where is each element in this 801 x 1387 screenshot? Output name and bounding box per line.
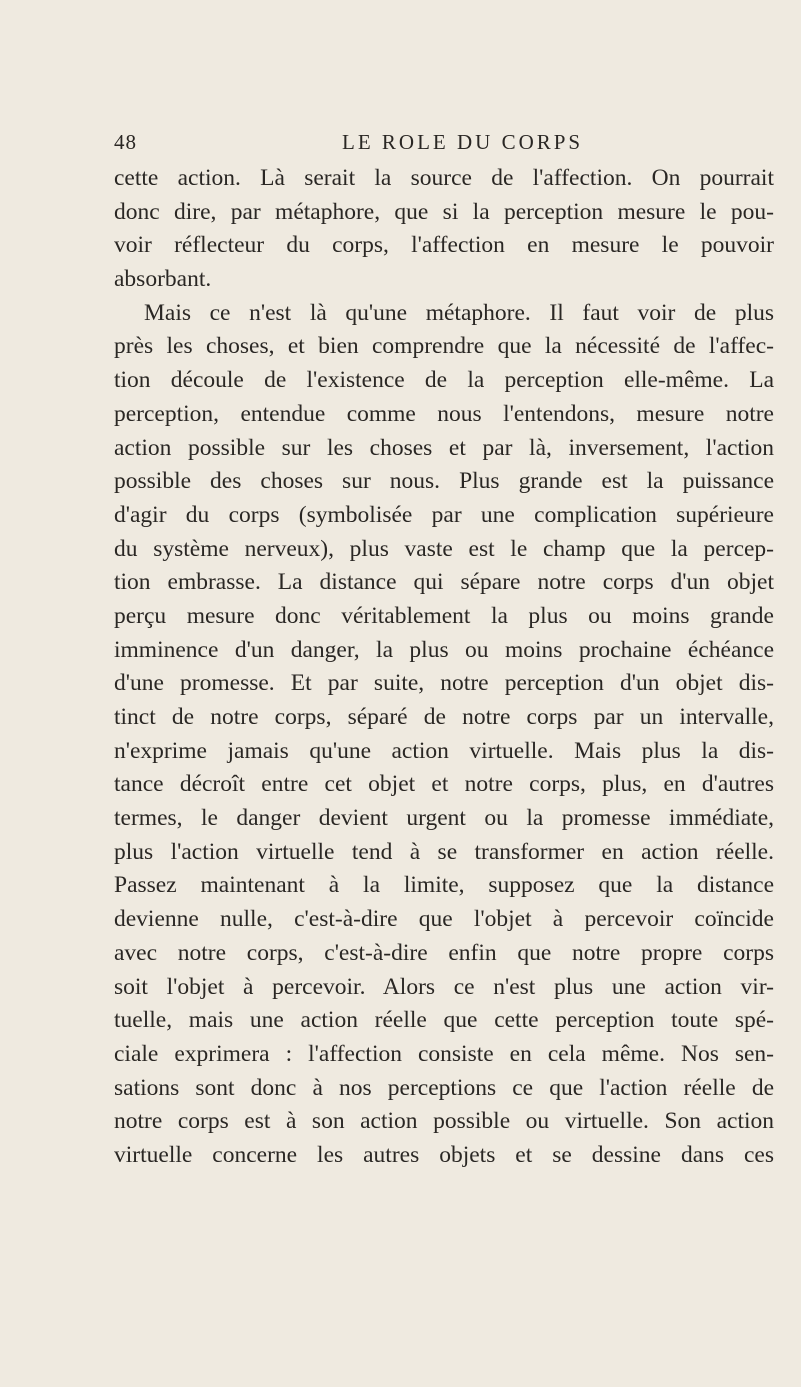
text-line: Mais ce n'est là qu'une métaphore. Il faut voir de plus [144, 299, 774, 326]
text-line: tinct de notre corps, séparé de notre corps par un intervalle, [114, 704, 774, 730]
text-line: d'agir du corps (symbolisée par une complication supérieure [114, 501, 774, 528]
text-line: donc dire, par métaphore, que si la perception mesure le pou- [114, 198, 774, 225]
running-title: LE ROLE DU CORPS [342, 130, 584, 154]
text-line: absorbant. [114, 266, 212, 293]
text-line: devienne nulle, c'est-à-dire que l'objet à percevoir coïncide [114, 906, 774, 933]
text-line: tion découle de l'existence de la perception elle-même. La [114, 367, 774, 394]
text-line: perception, entendue comme nous l'entendons, mesure notre [114, 400, 774, 427]
text-line: notre corps est à son action possible ou virtuelle. Son action [114, 1108, 774, 1135]
text-line: avec notre corps, c'est-à-dire enfin que notre propre corps [114, 939, 774, 966]
running-head [114, 130, 772, 160]
text-line: cette action. Là serait la source de l'affection. On pourrait [114, 165, 774, 191]
text-line: du système nerveux), plus vaste est le champ que la percep- [114, 535, 774, 562]
text-line: n'exprime jamais qu'une action virtuelle. Mais plus la dis- [114, 737, 774, 764]
text-line: tuelle, mais une action réelle que cette perception toute spé- [114, 1007, 774, 1034]
text-line: tance décroît entre cet objet et notre corps, plus, en d'autres [114, 771, 774, 798]
text-line: ciale exprimera : l'affection consiste en cela même. Nos sen- [114, 1040, 774, 1067]
text-line: termes, le danger devient urgent ou la promesse immédiate, [114, 805, 774, 832]
text-line: Passez maintenant à la limite, supposez que la distance [114, 872, 774, 899]
text-line: plus l'action virtuelle tend à se transformer en action réelle. [114, 838, 774, 865]
text-line: virtuelle concerne les autres objets et se dessine dans ces [114, 1141, 774, 1168]
text-line: possible des choses sur nous. Plus grande est la puissance [114, 468, 774, 495]
text-line: d'une promesse. Et par suite, notre perception d'un objet dis- [114, 670, 774, 697]
text-line: sations sont donc à nos perceptions ce que l'action réelle de [114, 1074, 774, 1101]
text-line: tion embrasse. La distance qui sépare notre corps d'un objet [114, 569, 774, 596]
text-line: soit l'objet à percevoir. Alors ce n'est plus une action vir- [114, 973, 774, 1000]
text-line: perçu mesure donc véritablement la plus ou moins grande [114, 602, 774, 629]
text-line: action possible sur les choses et par là, inversement, l'action [114, 434, 774, 461]
text-line: près les choses, et bien comprendre que la nécessité de l'affec- [114, 333, 774, 360]
page-number: 48 [114, 130, 137, 154]
text-line: voir réflecteur du corps, l'affection en mesure le pouvoir [114, 232, 774, 259]
text-line: imminence d'un danger, la plus ou moins prochaine échéance [114, 636, 774, 663]
body-text [114, 162, 774, 1173]
